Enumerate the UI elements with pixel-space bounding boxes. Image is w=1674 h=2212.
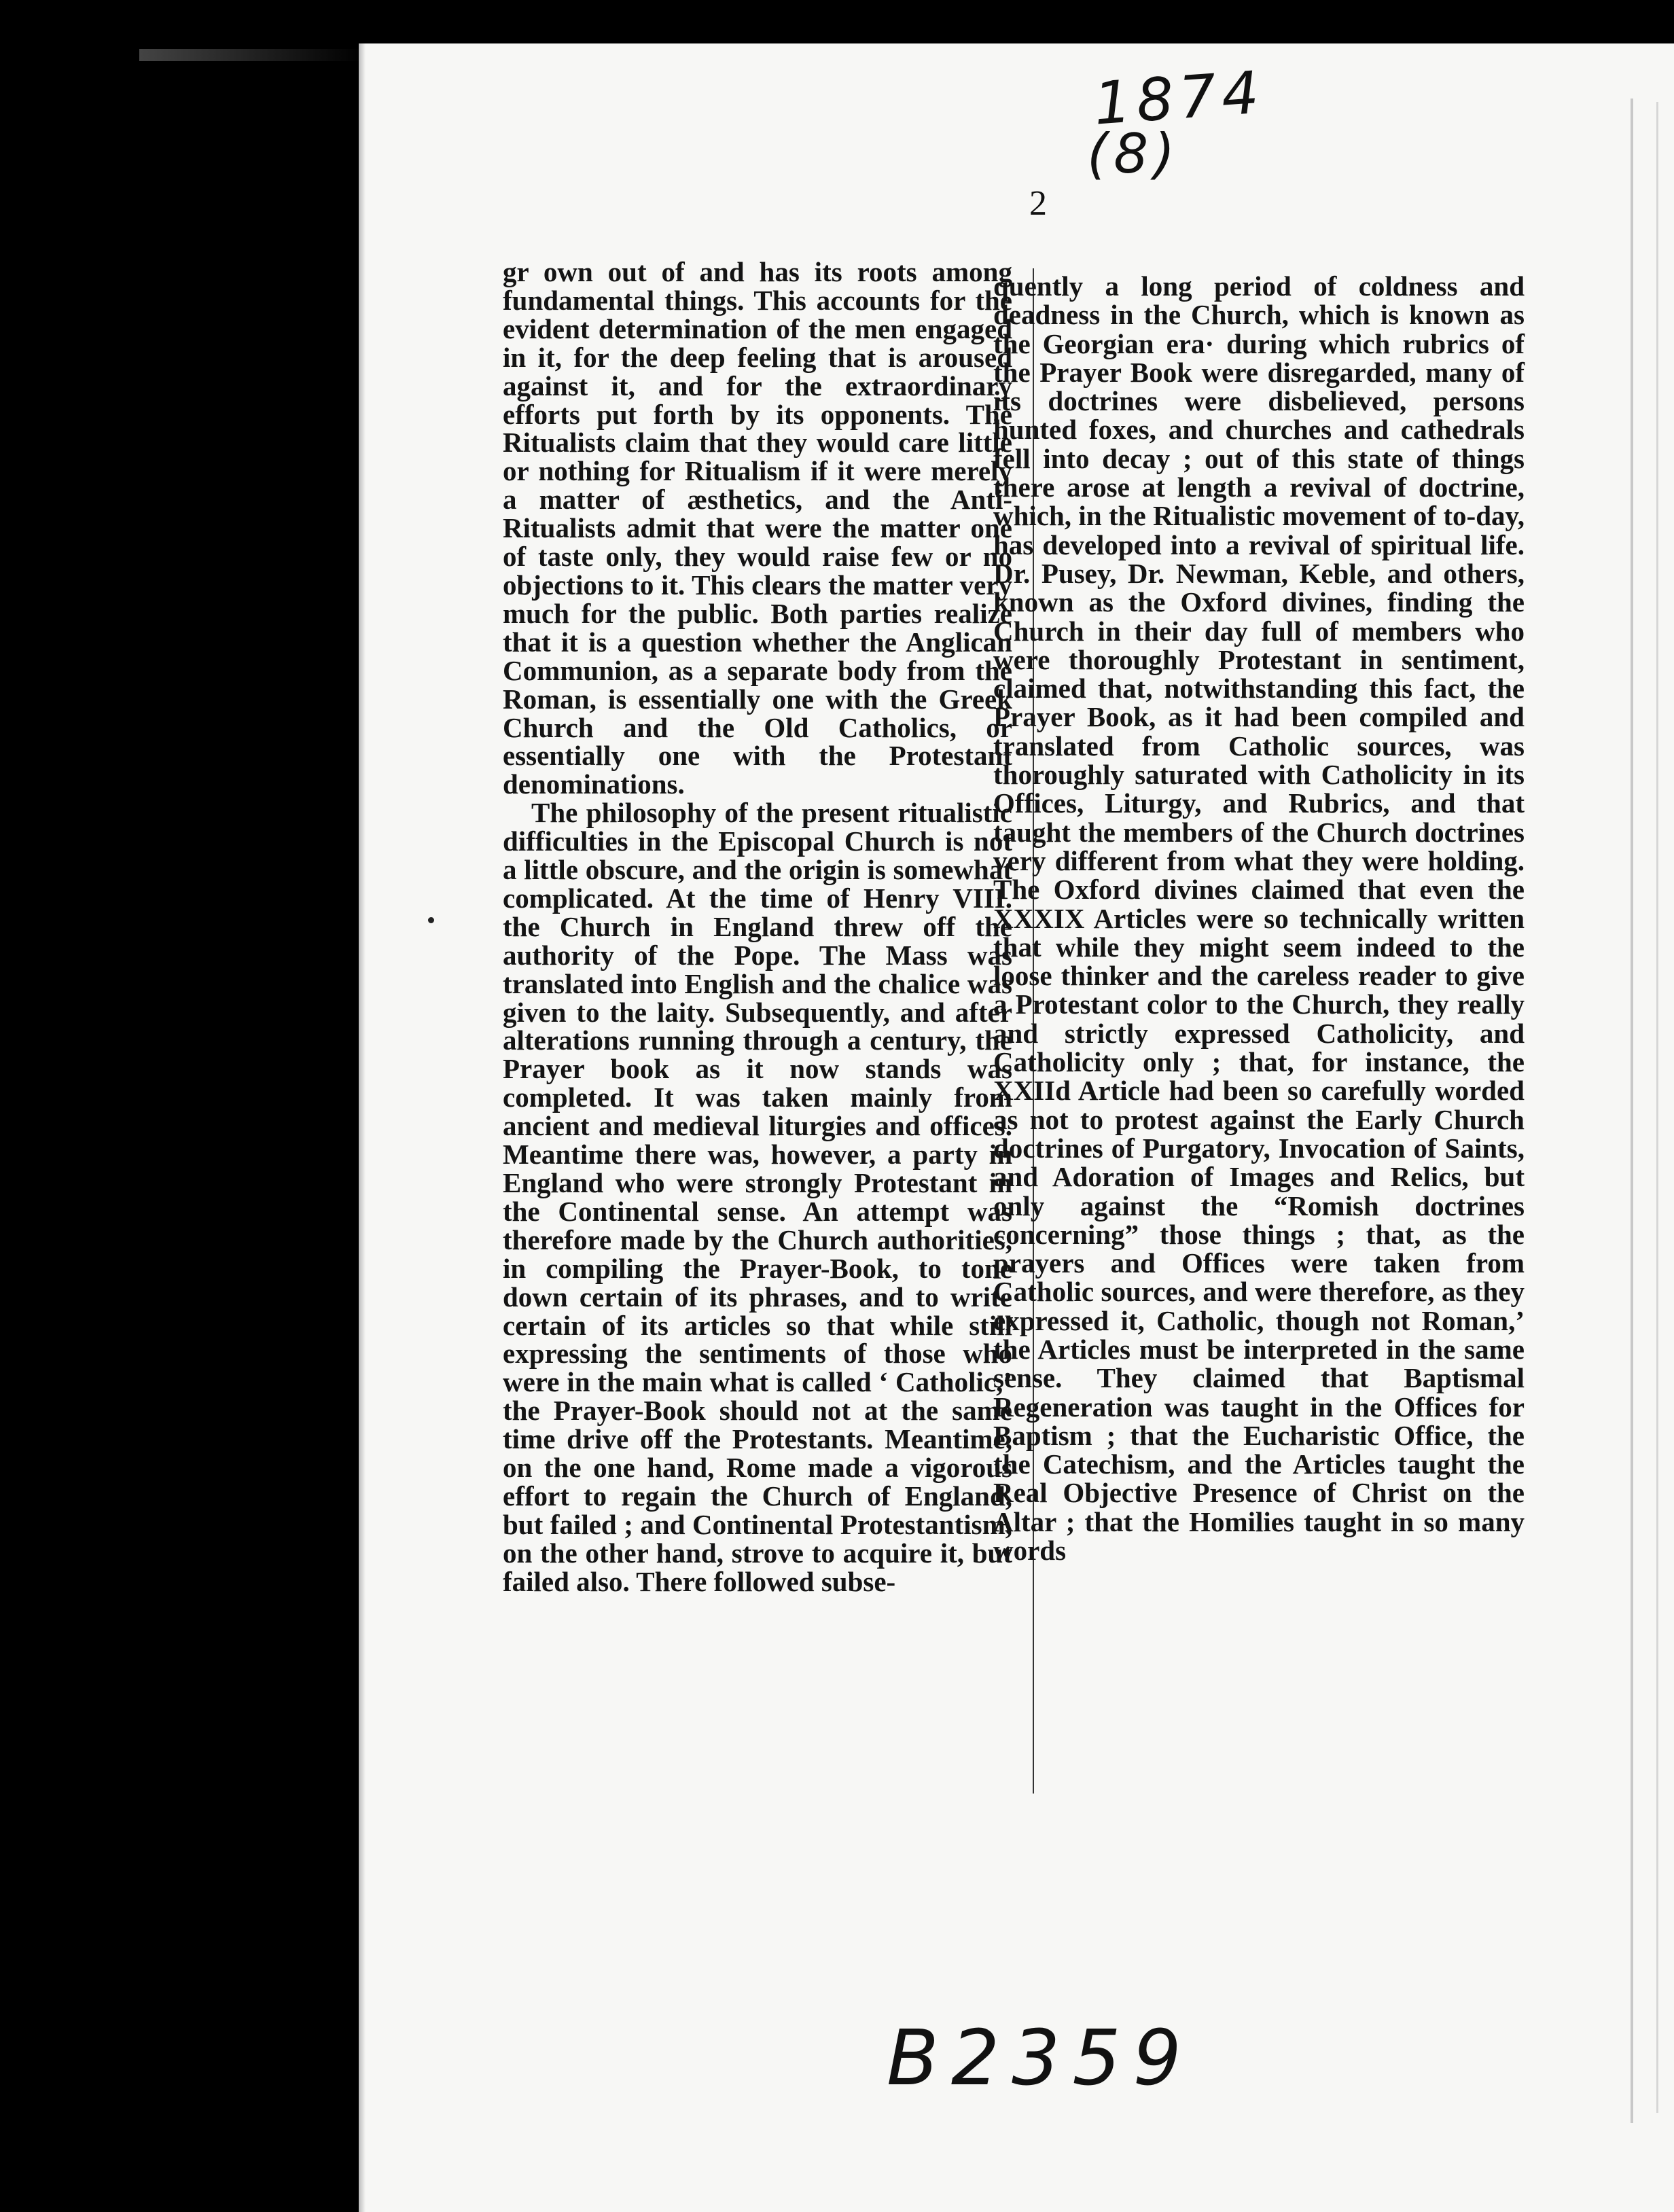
- text-column-right: [993, 272, 1525, 1565]
- handwritten-part-number: (8): [1087, 122, 1181, 185]
- paragraph: The philosophy of the present ritualistic difficulties in the Episcopal Church is not a little obscure, and the origin is somewhat complicated. At the time of Henry VIII. the Church in England threw off the authority of the Pope. The Mass was translated into English and the chalice was given to the laity. Subsequently, and after alterations running through a century, the Prayer book as it now stands was completed. It was taken mainly from ancient and medieval liturgies and offices. Meantime there was, however, a party in England who were strongly Protestant in the Continental sense. An attempt was therefore made by the Church authorities, in compiling the Prayer-Book, to tone down certain of its phrases, and to write certain of its articles so that while still expressing the sentiments of those who were in the main what is called ‘ Catholic,’ the Prayer-Book should not at the same time drive off the Protestants. Meantime, on the one hand, Rome made a vigorous effort to regain the Church of England, but failed ; and Continental Protestantism, on the other hand, strove to acquire it, but failed also. There followed subse-: [503, 797, 1012, 1597]
- paragraph: gr own out of and has its roots among fundamental things. This accounts for the evident determination of the men engaged in it, for the deep feeling that is aroused against it, and for the extraordinary efforts put forth by its opponents. The Ritualists claim that they would care little or nothing for Ritualism if it were merely a matter of æsthetics, and the Anti-Ritualists admit that were the matter one of taste only, they would raise few or no objections to it. This clears the matter very much for the public. Both parties realize that it is a question whether the Anglican Communion, as a separate body from the Roman, is essentially one with the Greek Church and the Old Catholics, or essentially one with the Protestant denominations.: [503, 256, 1012, 800]
- page-edge-rule: [1631, 99, 1633, 2123]
- page-edge-rule-outer: [1656, 102, 1658, 2113]
- text-column-left: [503, 258, 1012, 1596]
- paragraph: quently a long period of coldness and deadness in the Church, which is known as the Georgian era· during which rubrics of the Prayer Book were disregarded, many of its doctrines were disbelieved, persons hunted foxes, and churches and cathedrals fell into decay ; out of this state of things there arose at length a revival of doctrine, which, in the Ritualistic movement of to-day, has developed into a revival of spiritual life. Dr. Pusey, Dr. Newman, Keble, and others, known as the Oxford divines, finding the Church in their day full of members who were thoroughly Protestant in sentiment, claimed that, notwithstanding this fact, the Prayer Book, as it had been compiled and translated from Catholic sources, was thoroughly saturated with Catholicity in its Offices, Liturgy, and Rubrics, and that taught the members of the Church doctrines very different from what they were holding. The Oxford divines claimed that even the XXXIX Articles were so technically written that while they might seem indeed to the loose thinker and the careless reader to give a Protestant color to the Church, they really and strictly expressed Catholicity, and Catholicity only ; that, for instance, the XXIId Article had been so carefully worded as not to protest against the Early Church doctrines of Purgatory, Invocation of Saints, and Adoration of Images and Relics, but only against the “Romish doctrines concerning” those things ; that, as the prayers and Offices were taken from Catholic sources, and were therefore, as they expressed it, Catholic, though not Roman,’ the Articles must be interpreted in the same sense. They claimed that Baptismal Regeneration was taught in the Offices for Baptism ; that the Eucharistic Office, the the Catechism, and the Articles taught the Real Objective Presence of Christ on the Altar ; that the Homilies taught in so many words: [993, 270, 1525, 1567]
- page-number: 2: [1029, 184, 1047, 223]
- page-shadow: [359, 43, 366, 2212]
- margin-mark: [428, 917, 434, 923]
- handwritten-catalog-number: B2359: [887, 2014, 1194, 2103]
- handwritten-year: 1874: [1091, 58, 1267, 139]
- scan-edge: [139, 49, 363, 61]
